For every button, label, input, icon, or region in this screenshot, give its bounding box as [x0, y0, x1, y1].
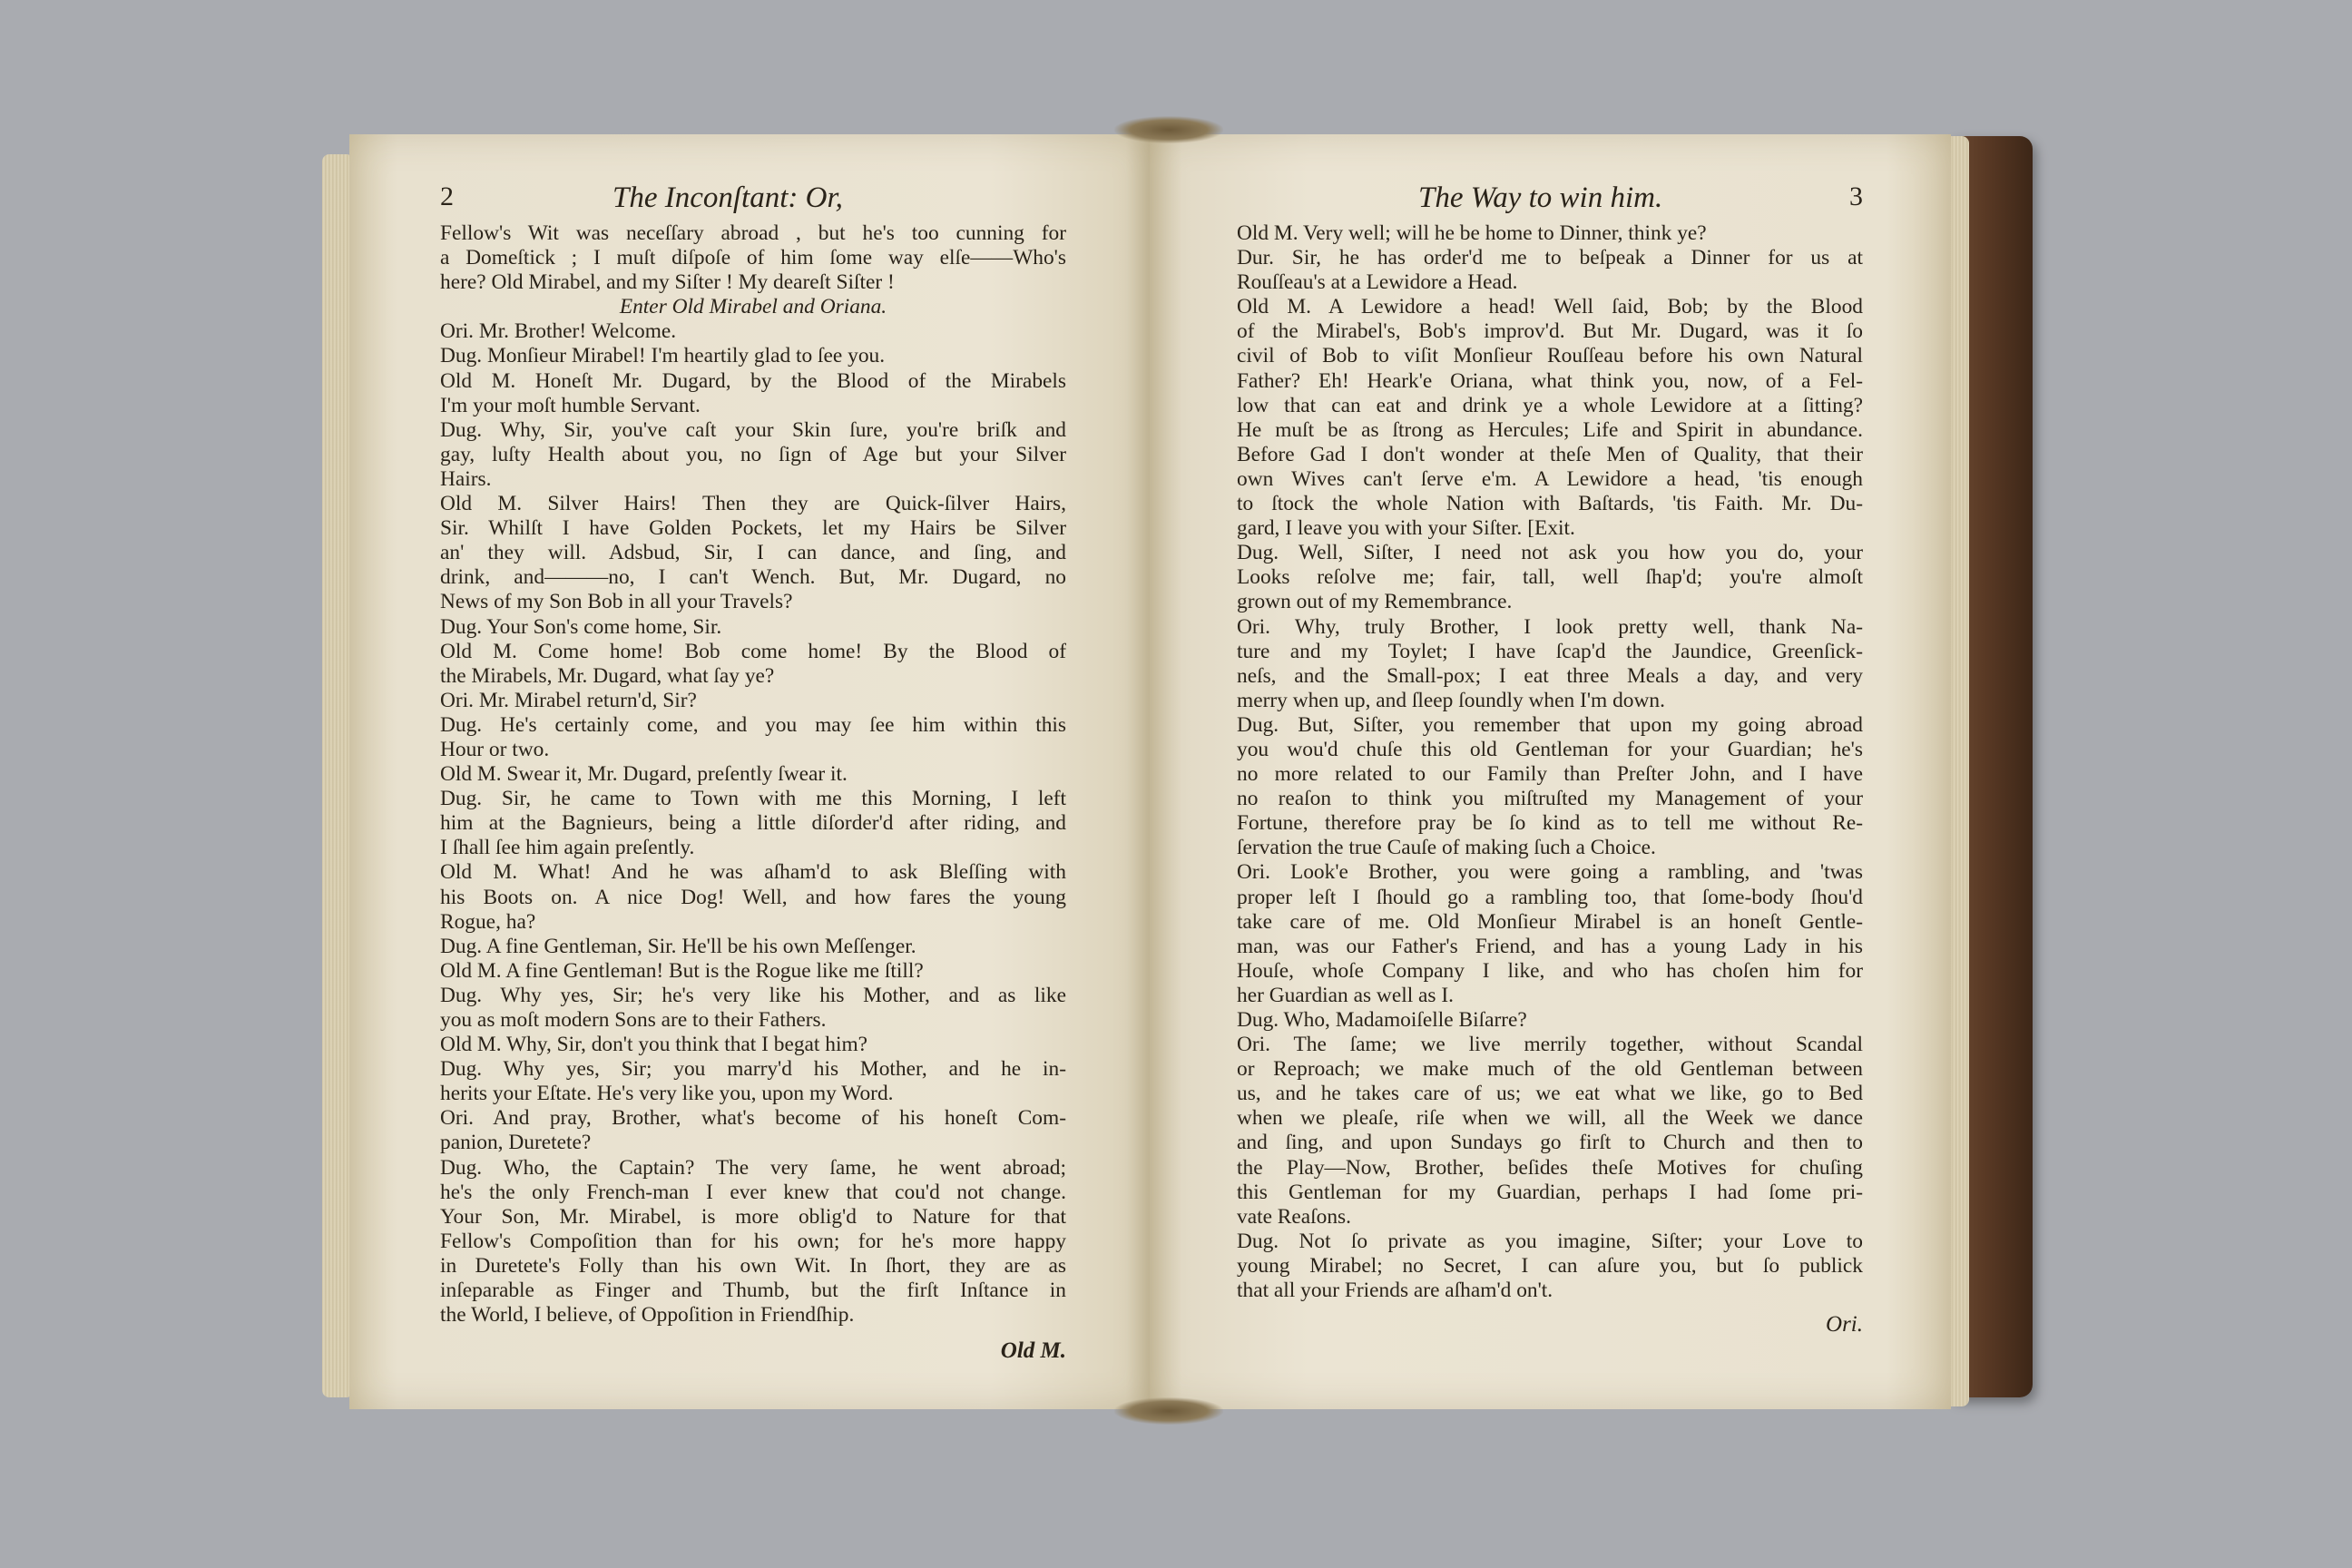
- text-line: Old M. Honeſt Mr. Dugard, by the Blood of the Mirabels: [440, 368, 1066, 393]
- spine-thread-bottom: [1114, 1397, 1223, 1425]
- text-line: Old M. A Lewidore a head! Well ſaid, Bob; by the Blood: [1237, 295, 1863, 319]
- text-line: herits your Eſtate. He's very like you, upon my Word.: [440, 1082, 894, 1106]
- text-line: Before Gad I don't wonder at theſe Men of Quality, that their: [1237, 442, 1863, 466]
- text-line: Dug. Not ſo private as you imagine, Siſter; your Love to: [1237, 1229, 1863, 1253]
- text-line: you as moſt modern Sons are to their Fathers.: [440, 1008, 827, 1032]
- right-running-title: The Way to win him.: [1418, 181, 1663, 214]
- right-page: [1150, 134, 1951, 1409]
- text-line: I'm your moſt humble Servant.: [440, 393, 701, 417]
- text-line: Your Son, Mr. Mirabel, is more oblig'd to Nature for that: [440, 1204, 1066, 1229]
- text-line: gay, luſty Health about you, no ſign of Age but your Silver: [440, 442, 1066, 466]
- left-running-title: The Inconſtant: Or,: [612, 181, 843, 214]
- text-line: the Mirabels, Mr. Dugard, what ſay ye?: [440, 663, 775, 688]
- text-line: Dug. Why, Sir, you've caſt your Skin ſure, you're briſk and: [440, 417, 1066, 442]
- left-page-stack: [322, 154, 349, 1397]
- text-line: Houſe, whoſe Company I like, and who has choſen him for: [1237, 958, 1863, 983]
- text-line: ſervation the true Cauſe of making ſuch a Choice.: [1237, 836, 1656, 860]
- text-line: neſs, and the Small-pox; I eat three Meals a day, and very: [1237, 663, 1863, 688]
- text-line: of the Mirabel's, Bob's improv'd. But Mr. Dugard, was it ſo: [1237, 319, 1863, 344]
- text-line: Looks reſolve me; fair, tall, well ſhap'd; you're almoſt: [1237, 565, 1863, 590]
- text-line: here? Old Mirabel, and my Siſter ! My deareſt Siſter !: [440, 270, 895, 295]
- text-line: Old M. A fine Gentleman! But is the Rogue like me ſtill?: [440, 958, 924, 983]
- text-line: an' they will. Adsbud, Sir, I can dance, and ſing, and: [440, 541, 1066, 565]
- left-page-number: 2: [440, 181, 454, 211]
- text-line: Rouſſeau's at a Lewidore a Head.: [1237, 270, 1518, 295]
- text-line: ture and my Toylet; I have ſcap'd the Jaundice, Greenſick-: [1237, 639, 1863, 663]
- text-line: Ori. Mr. Brother! Welcome.: [440, 319, 677, 344]
- text-line: civil of Bob to viſit Monſieur Rouſſeau before his own Natural: [1237, 344, 1863, 368]
- text-line: Ori. Mr. Mirabel return'd, Sir?: [440, 688, 697, 712]
- text-line: his Boots on. A nice Dog! Well, and how fares the young: [440, 885, 1066, 909]
- text-line: Enter Old Mirabel and Oriana.: [619, 295, 887, 319]
- text-line: Old M. Silver Hairs! Then they are Quick-ſilver Hairs,: [440, 492, 1066, 516]
- text-line: Dug. He's certainly come, and you may ſee him within this: [440, 712, 1066, 737]
- text-line: to ſtock the whole Nation with Baſtards, 'tis Faith. Mr. Du-: [1237, 492, 1863, 516]
- text-line: Hour or two.: [440, 737, 550, 761]
- text-line: Ori. And pray, Brother, what's become of his honeſt Com-: [440, 1106, 1066, 1131]
- text-line: grown out of my Remembrance.: [1237, 590, 1513, 614]
- spine-thread-top: [1114, 116, 1223, 143]
- text-line: that all your Friends are aſham'd on't.: [1237, 1279, 1553, 1303]
- text-line: Dug. Who, the Captain? The very ſame, he went abroad;: [440, 1155, 1066, 1180]
- text-line: no more related to our Family than Preſter John, and I have: [1237, 762, 1863, 787]
- text-line: Fortune, therefore pray be ſo kind as to tell me without Re-: [1237, 811, 1863, 836]
- right-catchword: Ori.: [1826, 1312, 1863, 1338]
- text-line: her Guardian as well as I.: [1237, 983, 1455, 1007]
- text-line: the World, I believe, of Oppoſition in Friendſhip.: [440, 1303, 855, 1328]
- text-line: Ori. Why, truly Brother, I look pretty well, thank Na-: [1237, 614, 1863, 639]
- text-line: Dug. Why yes, Sir; he's very like his Mother, and as like: [440, 983, 1066, 1007]
- left-page-lines: [440, 221, 1066, 1328]
- text-line: and ſing, and upon Sundays go firſt to Church and then to: [1237, 1131, 1863, 1155]
- text-line: Dug. Why yes, Sir; you marry'd his Mother, and he in-: [440, 1057, 1066, 1082]
- text-line: vate Reaſons.: [1237, 1204, 1352, 1229]
- text-line: News of my Son Bob in all your Travels?: [440, 590, 793, 614]
- text-line: Old M. Why, Sir, don't you think that I begat him?: [440, 1033, 868, 1057]
- text-line: Dug. Who, Madamoiſelle Biſarre?: [1237, 1008, 1527, 1032]
- text-line: Hairs.: [440, 466, 492, 491]
- text-line: proper leſt I ſhould go a rambling too, that ſome-body ſhou'd: [1237, 885, 1863, 909]
- left-catchword: Old M.: [1000, 1338, 1066, 1364]
- text-line: Sir. Whilſt I have Golden Pockets, let my Hairs be Silver: [440, 516, 1066, 541]
- text-line: take care of me. Old Monſieur Mirabel is an honeſt Gentle-: [1237, 909, 1863, 934]
- right-page-number: 3: [1849, 181, 1863, 211]
- text-line: low that can eat and drink ye a whole Lewidore at a ſitting?: [1237, 393, 1863, 417]
- text-line: own Wives can't ſerve e'm. A Lewidore a head, 'tis enough: [1237, 466, 1863, 491]
- text-line: Dug. Monſieur Mirabel! I'm heartily glad to ſee you.: [440, 344, 886, 368]
- text-line: Dug. Your Son's come home, Sir.: [440, 614, 722, 639]
- text-line: Rogue, ha?: [440, 909, 536, 934]
- text-line: a Domeſtick ; I muſt diſpoſe of him ſome way elſe——Who's: [440, 246, 1066, 270]
- text-line: merry when up, and ſleep ſoundly when I'm down.: [1237, 688, 1665, 712]
- text-line: Dug. Sir, he came to Town with me this Morning, I left: [440, 787, 1066, 811]
- text-line: or Reproach; we make much of the old Gentleman between: [1237, 1057, 1863, 1082]
- text-line: gard, I leave you with your Siſter. [Exit.: [1237, 516, 1575, 541]
- text-line: Dug. A fine Gentleman, Sir. He'll be his own Meſſenger.: [440, 934, 916, 958]
- left-running-head: [440, 181, 1066, 221]
- text-line: inſeparable as Finger and Thumb, but the firſt Inſtance in: [440, 1279, 1066, 1303]
- text-line: him at the Bagnieurs, being a little diſorder'd after riding, and: [440, 811, 1066, 836]
- right-running-head: [1237, 181, 1863, 221]
- text-line: Old M. What! And he was aſham'd to ask Bleſſing with: [440, 860, 1066, 885]
- text-line: He muſt be as ſtrong as Hercules; Life and Spirit in abundance.: [1237, 417, 1863, 442]
- text-line: the Play—Now, Brother, beſides theſe Motives for chuſing: [1237, 1155, 1863, 1180]
- text-line: Old M. Very well; will he be home to Dinner, think ye?: [1237, 221, 1707, 245]
- text-line: young Mirabel; no Secret, I can aſure you, but ſo publick: [1237, 1253, 1863, 1278]
- text-line: drink, and———no, I can't Wench. But, Mr. Dugard, no: [440, 565, 1066, 590]
- text-line: Old M. Swear it, Mr. Dugard, preſently ſwear it.: [440, 762, 848, 787]
- text-line: us, and he takes care of us; we eat what we like, go to Bed: [1237, 1082, 1863, 1106]
- text-line: Father? Eh! Heark'e Oriana, what think you, now, of a Fel-: [1237, 368, 1863, 393]
- right-page-text-block: [1237, 181, 1863, 1338]
- text-line: you wou'd chuſe this old Gentleman for your Guardian; he's: [1237, 737, 1863, 761]
- text-line: Fellow's Wit was neceſſary abroad , but he's too cunning for: [440, 221, 1066, 245]
- text-line: Old M. Come home! Bob come home! By the Blood of: [440, 639, 1066, 663]
- text-line: when we pleaſe, riſe when we will, all the Week we dance: [1237, 1106, 1863, 1131]
- text-line: he's the only French-man I ever knew that cou'd not change.: [440, 1180, 1066, 1204]
- text-line: Dug. Well, Siſter, I need not ask you how you do, your: [1237, 541, 1863, 565]
- text-line: Ori. The ſame; we live merrily together, without Scandal: [1237, 1033, 1863, 1057]
- text-line: Dur. Sir, he has order'd me to beſpeak a Dinner for us at: [1237, 246, 1863, 270]
- left-page: [349, 134, 1150, 1409]
- text-line: man, was our Father's Friend, and has a young Lady in his: [1237, 934, 1863, 958]
- left-page-text-block: [440, 181, 1066, 1364]
- text-line: panion, Duretete?: [440, 1131, 592, 1155]
- text-line: Fellow's Compoſition than for his own; for he's more happy: [440, 1229, 1066, 1253]
- text-line: this Gentleman for my Guardian, perhaps I had ſome pri-: [1237, 1180, 1863, 1204]
- text-line: I ſhall ſee him again preſently.: [440, 836, 695, 860]
- text-line: in Duretete's Folly than his own Wit. In ſhort, they are as: [440, 1253, 1066, 1278]
- right-page-lines: [1237, 221, 1863, 1303]
- text-line: Ori. Look'e Brother, you were going a rambling, and 'twas: [1237, 860, 1863, 885]
- text-line: Dug. But, Siſter, you remember that upon my going abroad: [1237, 712, 1863, 737]
- text-line: no reaſon to think you miſtruſted my Management of your: [1237, 787, 1863, 811]
